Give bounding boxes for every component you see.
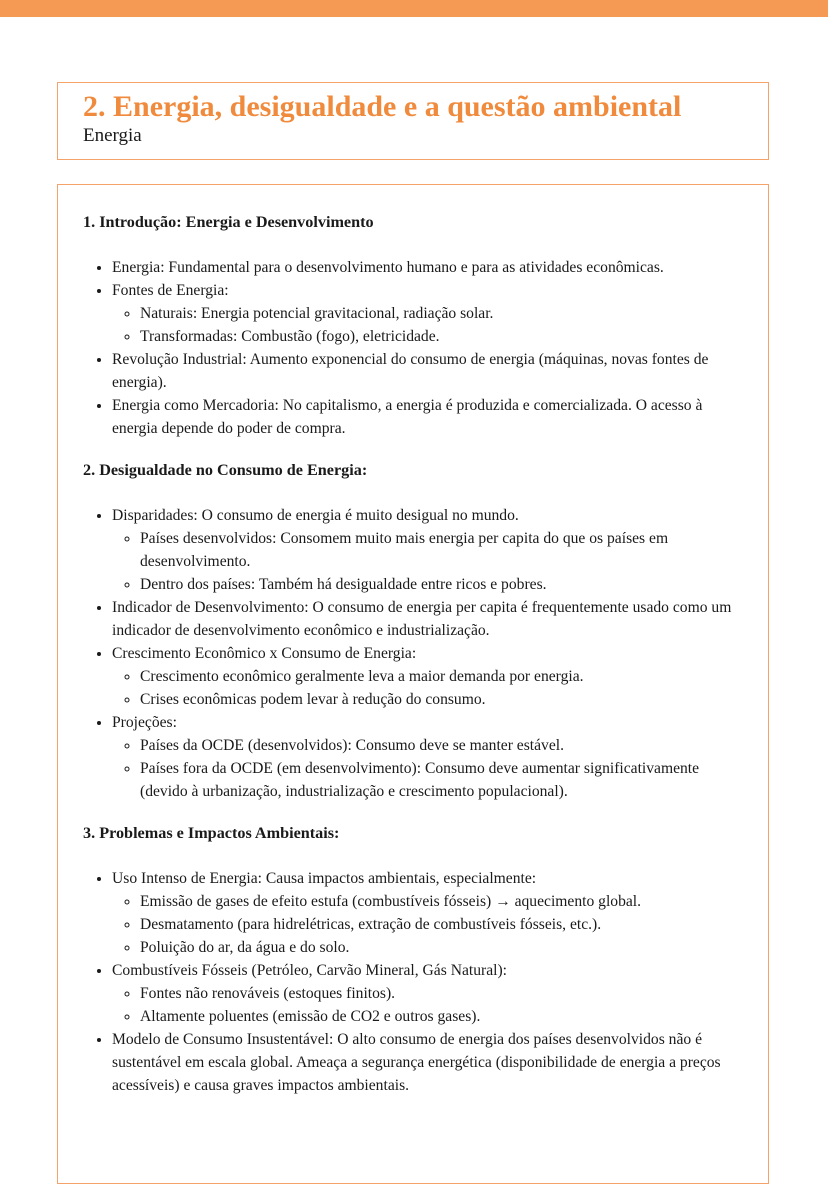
sub-list-item: ◦ Países fora da OCDE (em desenvolvimento): Consumo deve aumentar significativamente (devido à urbanização, industrialização e crescimento populacional). [140, 757, 748, 803]
sub-list-item: ◦ Desmatamento (para hidrelétricas, extração de combustíveis fósseis, etc.). [140, 913, 748, 936]
page-subtitle: Energia [83, 125, 142, 146]
list-item [112, 711, 748, 803]
sub-list [112, 665, 748, 711]
list-item [112, 642, 748, 711]
bullet-list [83, 256, 748, 440]
section-heading: 1. Introdução: Energia e Desenvolvimento [83, 213, 374, 231]
list-item [112, 279, 748, 348]
sub-list-item: ◦ Altamente poluentes (emissão de CO2 e outros gases). [140, 1005, 748, 1028]
list-item-label: Fontes de Energia: [112, 282, 229, 299]
notes-content [83, 211, 748, 1116]
list-item [112, 867, 748, 959]
title-box [57, 82, 769, 160]
list-item: • Indicador de Desenvolvimento: O consumo de energia per capita é frequentemente usado como um indicador de desenvolvimento econômico e industrialização. [112, 596, 748, 642]
list-item: • Energia como Mercadoria: No capitalismo, a energia é produzida e comercializada. O acesso à energia depende do poder de compra. [112, 394, 748, 440]
section-heading: 2. Desigualdade no Consumo de Energia: [83, 461, 368, 479]
sub-list-item: ◦ Emissão de gases de efeito estufa (combustíveis fósseis) → aquecimento global. [140, 890, 748, 913]
sub-list-item: ◦ Países da OCDE (desenvolvidos): Consumo deve se manter estável. [140, 734, 748, 757]
list-item: • Revolução Industrial: Aumento exponencial do consumo de energia (máquinas, novas fontes de energia). [112, 348, 748, 394]
list-item-label: Crescimento Econômico x Consumo de Energia: [112, 645, 417, 662]
list-item-label: Projeções: [112, 714, 177, 731]
list-item-label: Uso Intenso de Energia: Causa impactos ambientais, especialmente: [112, 870, 537, 887]
sub-list [112, 302, 748, 348]
sub-list-item: ◦ Poluição do ar, da água e do solo. [140, 936, 748, 959]
sub-list-item: ◦ Dentro dos países: Também há desigualdade entre ricos e pobres. [140, 573, 748, 596]
sub-list-item: ◦ Transformadas: Combustão (fogo), eletricidade. [140, 325, 748, 348]
sub-list-item: ◦ Crises econômicas podem levar à redução do consumo. [140, 688, 748, 711]
list-item-label: Combustíveis Fósseis (Petróleo, Carvão Mineral, Gás Natural): [112, 962, 507, 979]
sub-list [112, 890, 748, 959]
sub-list-item: ◦ Crescimento econômico geralmente leva a maior demanda por energia. [140, 665, 748, 688]
notes-box [57, 184, 769, 1184]
bullet-list [83, 504, 748, 803]
list-item: • Modelo de Consumo Insustentável: O alto consumo de energia dos países desenvolvidos não é sustentável em escala global. Ameaça a segurança energética (disponibilidade de energia a preços acessíveis) e causa graves impactos ambientais. [112, 1028, 748, 1097]
sub-list [112, 527, 748, 596]
sub-list-item: ◦ Fontes não renováveis (estoques finitos). [140, 982, 748, 1005]
page-title: 2. Energia, desigualdade e a questão ambiental [83, 90, 682, 123]
sub-list-item: ◦ Países desenvolvidos: Consomem muito mais energia per capita do que os países em desenvolvimento. [140, 527, 748, 573]
top-accent-bar [0, 0, 828, 17]
list-item-label: Disparidades: O consumo de energia é muito desigual no mundo. [112, 507, 519, 524]
list-item [112, 959, 748, 1028]
sub-list [112, 734, 748, 803]
section-heading: 3. Problemas e Impactos Ambientais: [83, 824, 340, 842]
bullet-list [83, 867, 748, 1097]
list-item [112, 504, 748, 596]
sub-list [112, 982, 748, 1028]
sub-list-item: ◦ Naturais: Energia potencial gravitacional, radiação solar. [140, 302, 748, 325]
list-item: • Energia: Fundamental para o desenvolvimento humano e para as atividades econômicas. [112, 256, 748, 279]
